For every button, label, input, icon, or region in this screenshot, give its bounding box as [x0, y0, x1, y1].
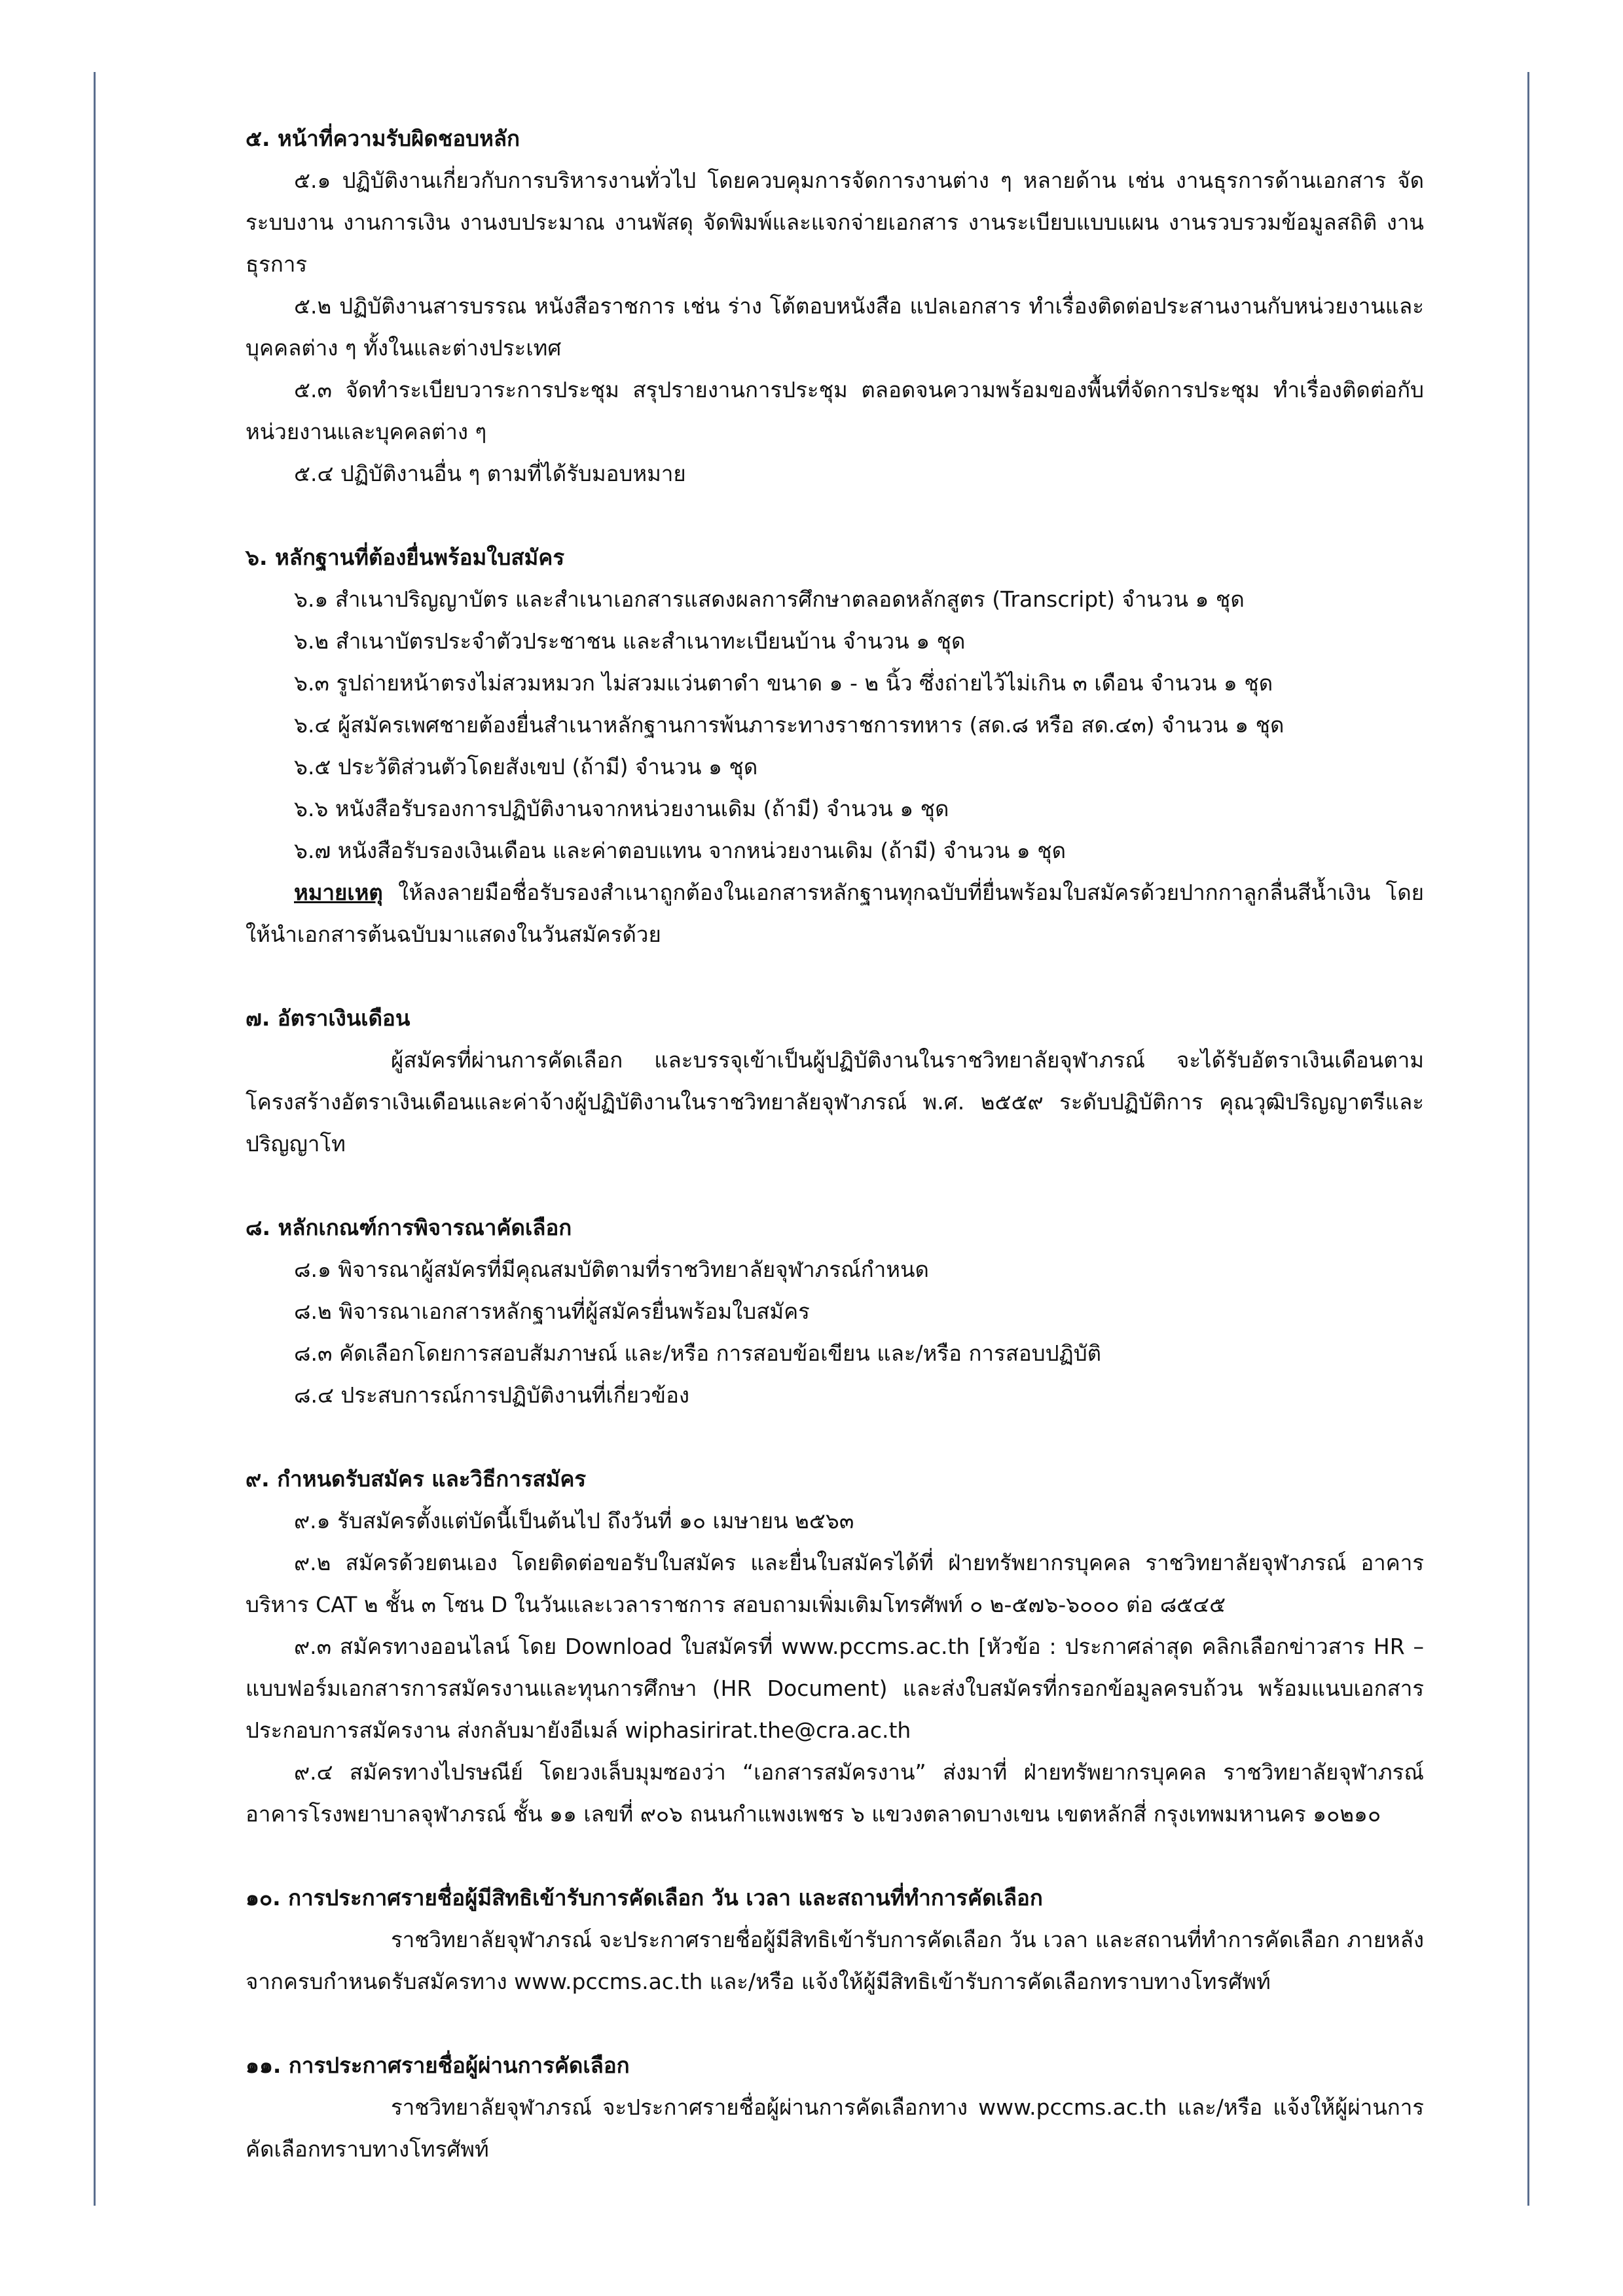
section-heading: ๘. หลักเกณฑ์การพิจารณาคัดเลือก	[246, 1215, 572, 1240]
section-heading: ๑๑. การประกาศรายชื่อผู้ผ่านการคัดเลือก	[246, 2053, 630, 2078]
list-item: ๙.๓ สมัครทางออนไลน์ โดย Download ใบสมัครที่ www.pccms.ac.th [หัวข้อ : ประกาศล่าสุด คลิกเลือกข่าวสาร HR – แบบฟอร์มเอกสารการสมัครงานและทุนการศึกษา (HR Document) และส่งใบสมัครที่กรอกข้อมูลครบถ้วน พร้อมแนบเอกสารประกอบการสมัครงาน ส่งกลับมายังอีเมล์ wiphasirirat.the@cra.ac.th	[246, 1634, 1424, 1743]
list-item: ๙.๑ รับสมัครตั้งแต่บัดนี้เป็นต้นไป ถึงวันที่ ๑๐ เมษายน ๒๕๖๓	[294, 1508, 854, 1534]
section-candidate-announcement	[246, 1877, 1424, 2003]
list-item: ๘.๒ พิจารณาเอกสารหลักฐานที่ผู้สมัครยื่นพร้อมใบสมัคร	[294, 1299, 810, 1324]
list-item: ๖.๓ รูปถ่ายหน้าตรงไม่สวมหมวก ไม่สวมแว่นตาดำ ขนาด ๑ - ๒ นิ้ว ซึ่งถ่ายไว้ไม่เกิน ๓ เดือน จำนวน ๑ ชุด	[294, 670, 1273, 696]
note	[246, 872, 1424, 956]
section-heading: ๖. หลักฐานที่ต้องยื่นพร้อมใบสมัคร	[246, 545, 565, 570]
list-item: ๖.๒ สำเนาบัตรประจำตัวประชาชน และสำเนาทะเบียนบ้าน จำนวน ๑ ชุด	[294, 628, 966, 654]
list-item: ๖.๗ หนังสือรับรองเงินเดือน และค่าตอบแทน จากหน่วยงานเดิม (ถ้ามี) จำนวน ๑ ชุด	[294, 838, 1067, 863]
list-item: ๖.๖ หนังสือรับรองการปฏิบัติงานจากหน่วยงานเดิม (ถ้ามี) จำนวน ๑ ชุด	[294, 796, 949, 821]
section-heading: ๑๐. การประกาศรายชื่อผู้มีสิทธิเข้ารับการคัดเลือก วัน เวลา และสถานที่ทำการคัดเลือก	[246, 1885, 1043, 1910]
section-result-announcement	[246, 2045, 1424, 2170]
section-responsibilities	[246, 118, 1424, 495]
section-heading: ๕. หน้าที่ความรับผิดชอบหลัก	[246, 126, 520, 151]
page-border-left	[94, 72, 96, 2206]
list-item: ๕.๑ ปฏิบัติงานเกี่ยวกับการบริหารงานทั่วไป โดยควบคุมการจัดการงานต่าง ๆ หลายด้าน เช่น งานธุรการด้านเอกสาร จัดระบบงาน งานการเงิน งานงบประมาณ งานพัสดุ จัดพิมพ์และแจกจ่ายเอกสาร งานระเบียบแบบแผน งานรวบรวมข้อมูลสถิติ งานธุรการ	[246, 168, 1424, 277]
section-heading: ๙. กำหนดรับสมัคร และวิธีการสมัคร	[246, 1466, 587, 1492]
document-body	[246, 118, 1424, 2212]
list-item: ๕.๓ จัดทำระเบียบวาระการประชุม สรุปรายงานการประชุม ตลอดจนความพร้อมของพื้นที่จัดการประชุม ทำเรื่องติดต่อกับหน่วยงานและบุคคลต่าง ๆ	[246, 377, 1424, 444]
list-item: ๙.๔ สมัครทางไปรษณีย์ โดยวงเล็บมุมซองว่า “เอกสารสมัครงาน” ส่งมาที่ ฝ่ายทรัพยากรบุคคล ราชวิทยาลัยจุฬาภรณ์ อาคารโรงพยาบาลจุฬาภรณ์ ชั้น ๑๑ เลขที่ ๙๐๖ ถนนกำแพงเพชร ๖ แขวงตลาดบางเขน เขตหลักสี่ กรุงเทพมหานคร ๑๐๒๑๐	[246, 1759, 1424, 1827]
note-label: หมายเหตุ	[294, 880, 383, 905]
paragraph: ราชวิทยาลัยจุฬาภรณ์ จะประกาศรายชื่อผู้ผ่านการคัดเลือกทาง www.pccms.ac.th และ/หรือ แจ้งให้ผู้ผ่านการคัดเลือกทราบทางโทรศัพท์	[246, 2094, 1424, 2162]
list-item: ๖.๕ ประวัติส่วนตัวโดยสังเขป (ถ้ามี) จำนวน ๑ ชุด	[294, 754, 758, 780]
list-item: ๘.๑ พิจารณาผู้สมัครที่มีคุณสมบัติตามที่ราชวิทยาลัยจุฬาภรณ์กำหนด	[294, 1257, 929, 1282]
list-item: ๖.๑ สำเนาปริญญาบัตร และสำเนาเอกสารแสดงผลการศึกษาตลอดหลักสูตร (Transcript) จำนวน ๑ ชุด	[294, 586, 1245, 612]
list-item: ๖.๔ ผู้สมัครเพศชายต้องยื่นสำเนาหลักฐานการพ้นภาระทางราชการทหาร (สด.๘ หรือ สด.๔๓) จำนวน ๑ ชุด	[294, 712, 1285, 738]
section-salary	[246, 997, 1424, 1165]
section-selection-criteria	[246, 1207, 1424, 1416]
section-heading: ๗. อัตราเงินเดือน	[246, 1005, 410, 1031]
section-application	[246, 1458, 1424, 1835]
list-item: ๙.๒ สมัครด้วยตนเอง โดยติดต่อขอรับใบสมัคร และยื่นใบสมัครได้ที่ ฝ่ายทรัพยากรบุคคล ราชวิทยาลัยจุฬาภรณ์ อาคารบริหาร CAT ๒ ชั้น ๓ โซน D ในวันและเวลาราชการ สอบถามเพิ่มเติมโทรศัพท์ ๐ ๒-๕๗๖-๖๐๐๐ ต่อ ๘๕๔๕	[246, 1550, 1424, 1617]
paragraph: ราชวิทยาลัยจุฬาภรณ์ จะประกาศรายชื่อผู้มีสิทธิเข้ารับการคัดเลือก วัน เวลา และสถานที่ทำการคัดเลือก ภายหลังจากครบกำหนดรับสมัครทาง www.pccms.ac.th และ/หรือ แจ้งให้ผู้มีสิทธิเข้ารับการคัดเลือกทราบทางโทรศัพท์	[246, 1927, 1424, 1994]
list-item: ๕.๒ ปฏิบัติงานสารบรรณ หนังสือราชการ เช่น ร่าง โต้ตอบหนังสือ แปลเอกสาร ทำเรื่องติดต่อประสานงานกับหน่วยงานและบุคคลต่าง ๆ ทั้งในและต่างประเทศ	[246, 293, 1424, 361]
paragraph: ผู้สมัครที่ผ่านการคัดเลือก และบรรจุเข้าเป็นผู้ปฏิบัติงานในราชวิทยาลัยจุฬาภรณ์ จะได้รับอัตราเงินเดือนตามโครงสร้างอัตราเงินเดือนและค่าจ้างผู้ปฏิบัติงานในราชวิทยาลัยจุฬาภรณ์ พ.ศ. ๒๕๕๙ ระดับปฏิบัติการ คุณวุฒิปริญญาตรีและปริญญาโท	[246, 1047, 1424, 1157]
list-item: ๘.๓ คัดเลือกโดยการสอบสัมภาษณ์ และ/หรือ การสอบข้อเขียน และ/หรือ การสอบปฏิบัติ	[294, 1340, 1102, 1366]
section-required-documents	[246, 537, 1424, 956]
page-border-right	[1527, 72, 1529, 2206]
list-item: ๕.๔ ปฏิบัติงานอื่น ๆ ตามที่ได้รับมอบหมาย	[294, 461, 686, 486]
list-item: ๘.๔ ประสบการณ์การปฏิบัติงานที่เกี่ยวข้อง	[294, 1382, 690, 1408]
note-text: ให้ลงลายมือชื่อรับรองสำเนาถูกต้องในเอกสารหลักฐานทุกฉบับที่ยื่นพร้อมใบสมัครด้วยปากกาลูกลื่นสีน้ำเงิน โดยให้นำเอกสารต้นฉบับมาแสดงในวันสมัครด้วย	[246, 880, 1424, 947]
